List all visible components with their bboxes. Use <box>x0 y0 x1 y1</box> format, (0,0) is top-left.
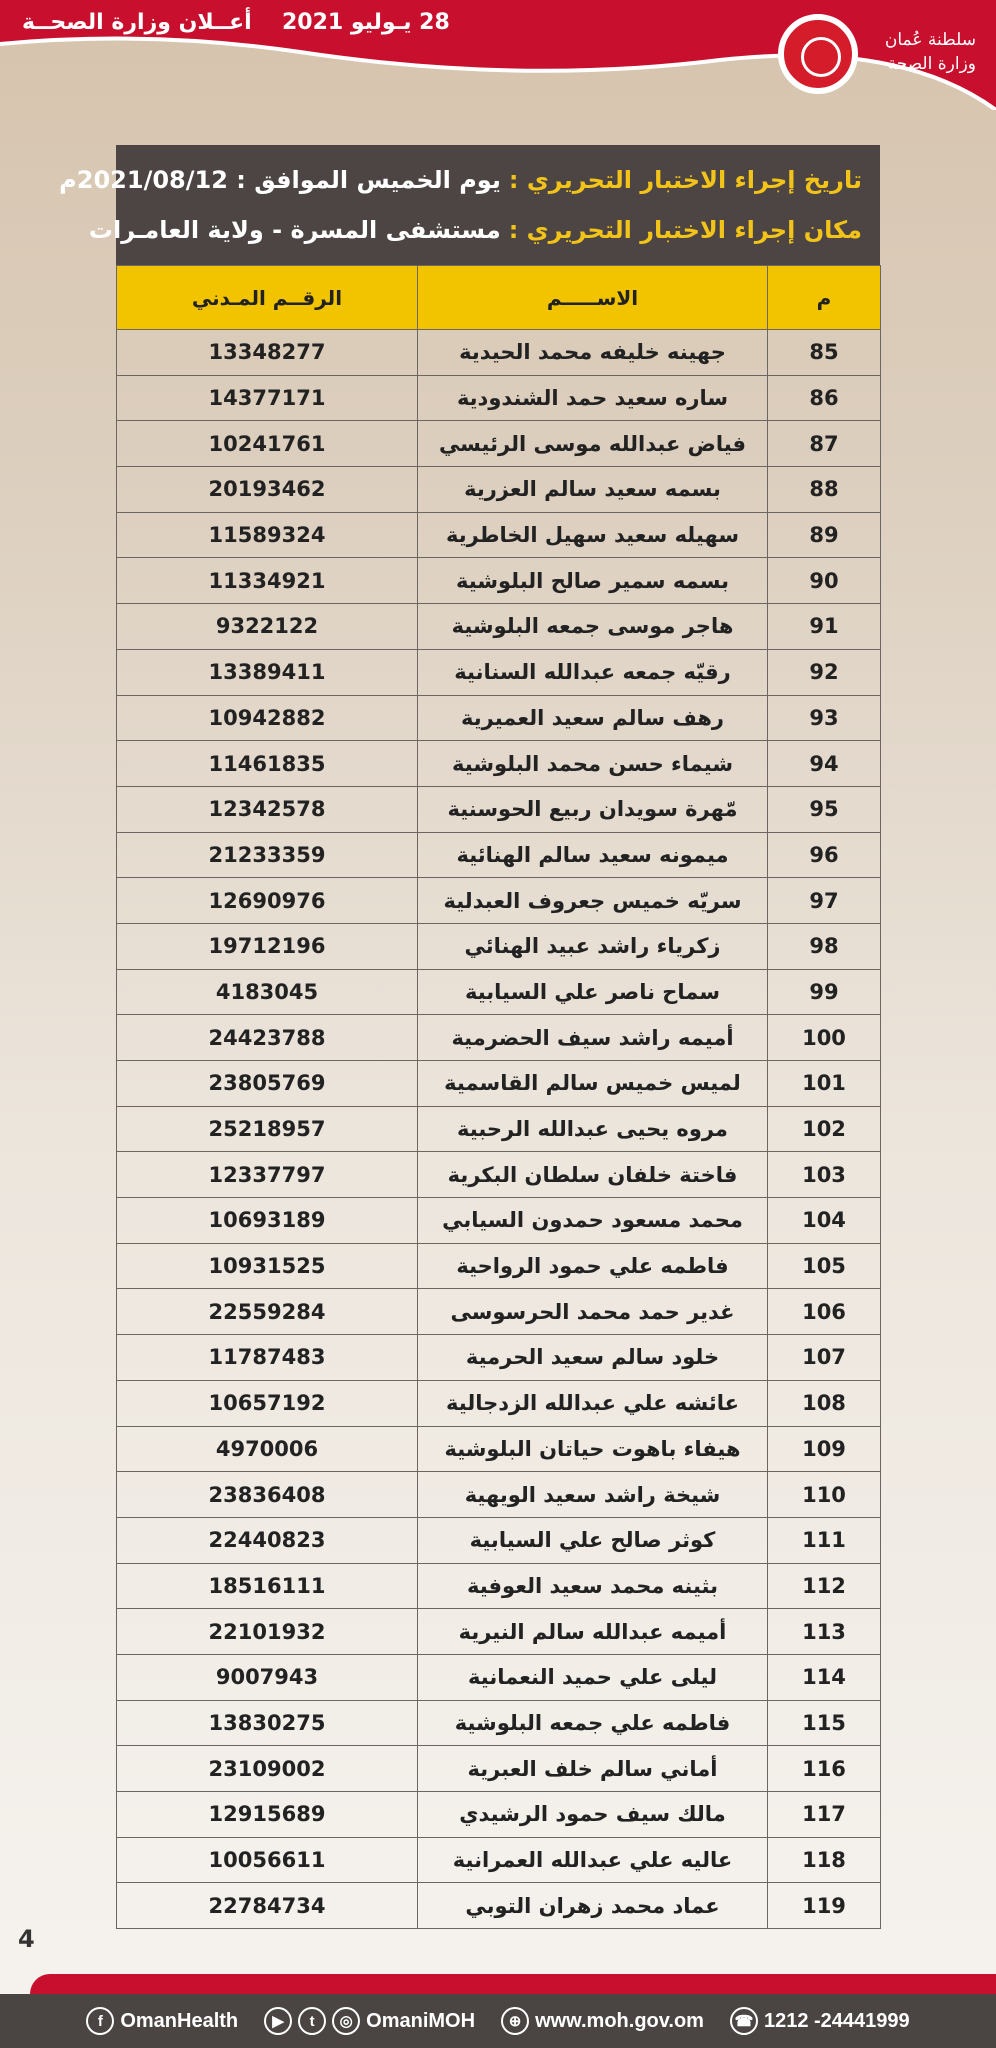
table-row <box>117 1015 881 1061</box>
footer-social[interactable] <box>264 2007 475 2035</box>
row-name: بسمه سعيد سالم العزرية <box>418 467 768 513</box>
row-name: بسمه سمير صالح البلوشية <box>418 558 768 604</box>
row-name: هاجر موسى جمعه البلوشية <box>418 604 768 650</box>
row-number: 101 <box>768 1061 881 1107</box>
emblem-icon <box>778 14 858 94</box>
table-row <box>117 1563 881 1609</box>
column-header-name: الاســـــم <box>418 266 768 330</box>
candidates-table-container <box>59 145 880 1929</box>
row-name: فاطمه علي جمعه البلوشية <box>418 1700 768 1746</box>
row-name: جهينه خليفه محمد الحيدية <box>418 330 768 376</box>
row-civil-id: 10942882 <box>117 695 418 741</box>
table-row <box>117 1243 881 1289</box>
row-civil-id: 4970006 <box>117 1426 418 1472</box>
page-header <box>0 0 996 110</box>
row-name: بثينه محمد سعيد العوفية <box>418 1563 768 1609</box>
row-number: 86 <box>768 375 881 421</box>
table-row <box>117 1746 881 1792</box>
row-number: 107 <box>768 1335 881 1381</box>
row-civil-id: 22559284 <box>117 1289 418 1335</box>
table-row <box>117 1335 881 1381</box>
social-handle: OmaniMOH <box>366 2009 476 2032</box>
row-civil-id: 20193462 <box>117 467 418 513</box>
row-name: شيماء حسن محمد البلوشية <box>418 741 768 787</box>
row-name: خلود سالم سعيد الحرمية <box>418 1335 768 1381</box>
page-number: 4 <box>18 1925 35 1953</box>
row-number: 100 <box>768 1015 881 1061</box>
table-row <box>117 786 881 832</box>
row-number: 111 <box>768 1517 881 1563</box>
table-row <box>117 1837 881 1883</box>
table-row <box>117 1472 881 1518</box>
row-name: مالك سيف حمود الرشيدي <box>418 1792 768 1838</box>
row-name: سماح ناصر علي السيابية <box>418 969 768 1015</box>
row-number: 103 <box>768 1152 881 1198</box>
row-civil-id: 13830275 <box>117 1700 418 1746</box>
row-name: عماد محمد زهران التوبي <box>418 1883 768 1929</box>
website-url: www.moh.gov.om <box>535 2009 704 2032</box>
column-header-civil-id: الرقــم المـدني <box>117 266 418 330</box>
row-name: مّهرة سويدان ربيع الحوسنية <box>418 786 768 832</box>
table-row <box>117 1883 881 1929</box>
row-name: مروه يحيى عبدالله الرحبية <box>418 1106 768 1152</box>
row-civil-id: 23805769 <box>117 1061 418 1107</box>
table-row <box>117 604 881 650</box>
page-footer <box>0 1994 996 2048</box>
facebook-icon: f <box>86 2007 114 2035</box>
table-row <box>117 832 881 878</box>
ministry-logo <box>776 14 976 94</box>
row-civil-id: 13348277 <box>117 330 418 376</box>
table-row <box>117 1654 881 1700</box>
table-body <box>117 330 881 1929</box>
ministry-announcement: أعــلان وزارة الصحــة <box>22 10 252 35</box>
table-row <box>117 1198 881 1244</box>
row-number: 117 <box>768 1792 881 1838</box>
row-civil-id: 13389411 <box>117 649 418 695</box>
table-row <box>117 1380 881 1426</box>
phone-number: 1212 -24441999 <box>763 2009 910 2032</box>
logo-ministry: وزارة الصحة <box>887 54 976 74</box>
row-name: أميمه راشد سيف الحضرمية <box>418 1015 768 1061</box>
table-row <box>117 375 881 421</box>
row-number: 110 <box>768 1472 881 1518</box>
row-civil-id: 10931525 <box>117 1243 418 1289</box>
row-name: رهف سالم سعيد العميرية <box>418 695 768 741</box>
candidates-table <box>116 265 881 1929</box>
row-civil-id: 10657192 <box>117 1380 418 1426</box>
table-row <box>117 741 881 787</box>
row-number: 102 <box>768 1106 881 1152</box>
row-number: 98 <box>768 923 881 969</box>
row-name: عائشه علي عبدالله الزدجالية <box>418 1380 768 1426</box>
row-number: 91 <box>768 604 881 650</box>
web-icon: ⊕ <box>501 2007 529 2035</box>
row-name: ميمونه سعيد سالم الهنائية <box>418 832 768 878</box>
row-civil-id: 23836408 <box>117 1472 418 1518</box>
row-civil-id: 23109002 <box>117 1746 418 1792</box>
row-number: 93 <box>768 695 881 741</box>
row-civil-id: 10693189 <box>117 1198 418 1244</box>
exam-place-line <box>88 205 862 255</box>
table-row <box>117 330 881 376</box>
row-civil-id: 22101932 <box>117 1609 418 1655</box>
instagram-icon: ◎ <box>332 2007 360 2035</box>
row-number: 87 <box>768 421 881 467</box>
footer-facebook[interactable] <box>86 2007 238 2035</box>
row-civil-id: 11334921 <box>117 558 418 604</box>
row-name: ساره سعيد حمد الشندودية <box>418 375 768 421</box>
exam-date-value: يوم الخميس الموافق : 2021/08/12م <box>59 166 501 194</box>
row-civil-id: 4183045 <box>117 969 418 1015</box>
row-name: فاطمه علي حمود الرواحية <box>418 1243 768 1289</box>
row-civil-id: 21233359 <box>117 832 418 878</box>
row-civil-id: 11461835 <box>117 741 418 787</box>
row-name: سريّه خميس جعروف العبدلية <box>418 878 768 924</box>
table-row <box>117 1061 881 1107</box>
row-number: 108 <box>768 1380 881 1426</box>
announcement-date: 28 يـوليو 2021 <box>282 10 450 35</box>
table-row <box>117 923 881 969</box>
table-row <box>117 969 881 1015</box>
facebook-handle: OmanHealth <box>120 2009 239 2032</box>
row-civil-id: 9322122 <box>117 604 418 650</box>
table-row <box>117 1289 881 1335</box>
table-row <box>117 1609 881 1655</box>
exam-date-line <box>59 155 862 205</box>
exam-info-box <box>59 145 880 265</box>
row-number: 109 <box>768 1426 881 1472</box>
row-number: 92 <box>768 649 881 695</box>
row-civil-id: 14377171 <box>117 375 418 421</box>
row-name: ليلى علي حميد النعمانية <box>418 1654 768 1700</box>
row-civil-id: 19712196 <box>117 923 418 969</box>
row-civil-id: 25218957 <box>117 1106 418 1152</box>
row-number: 119 <box>768 1883 881 1929</box>
youtube-icon: ▶ <box>264 2007 292 2035</box>
row-name: فاختة خلفان سلطان البكرية <box>418 1152 768 1198</box>
phone-icon: ☎ <box>730 2007 758 2035</box>
row-name: أماني سالم خلف العبرية <box>418 1746 768 1792</box>
table-row <box>117 695 881 741</box>
row-number: 85 <box>768 330 881 376</box>
row-name: غدير حمد محمد الحرسوسى <box>418 1289 768 1335</box>
row-number: 113 <box>768 1609 881 1655</box>
row-civil-id: 11787483 <box>117 1335 418 1381</box>
table-row <box>117 878 881 924</box>
row-name: عاليه علي عبدالله العمرانية <box>418 1837 768 1883</box>
table-row <box>117 1517 881 1563</box>
row-number: 106 <box>768 1289 881 1335</box>
row-civil-id: 9007943 <box>117 1654 418 1700</box>
table-row <box>117 512 881 558</box>
row-number: 97 <box>768 878 881 924</box>
row-name: كوثر صالح علي السيابية <box>418 1517 768 1563</box>
footer-phone[interactable] <box>730 2007 910 2035</box>
row-name: سهيله سعيد سهيل الخاطرية <box>418 512 768 558</box>
row-civil-id: 12337797 <box>117 1152 418 1198</box>
table-row <box>117 421 881 467</box>
row-number: 94 <box>768 741 881 787</box>
row-number: 114 <box>768 1654 881 1700</box>
row-number: 90 <box>768 558 881 604</box>
exam-place-label: مكان إجراء الاختبار التحريري : <box>508 216 862 244</box>
logo-country: سلطنة عُمان <box>884 30 976 50</box>
row-civil-id: 22440823 <box>117 1517 418 1563</box>
row-number: 89 <box>768 512 881 558</box>
row-civil-id: 10056611 <box>117 1837 418 1883</box>
row-number: 105 <box>768 1243 881 1289</box>
row-name: زكرياء راشد عبيد الهنائي <box>418 923 768 969</box>
row-name: لميس خميس سالم القاسمية <box>418 1061 768 1107</box>
table-row <box>117 1106 881 1152</box>
row-name: أميمه عبدالله سالم النيرية <box>418 1609 768 1655</box>
row-number: 95 <box>768 786 881 832</box>
exam-date-label: تاريخ إجراء الاختبار التحريري : <box>508 166 862 194</box>
row-number: 96 <box>768 832 881 878</box>
table-row <box>117 467 881 513</box>
column-header-number: م <box>768 266 881 330</box>
row-number: 99 <box>768 969 881 1015</box>
table-row <box>117 1792 881 1838</box>
row-name: هيفاء باهوت حياتان البلوشية <box>418 1426 768 1472</box>
table-row <box>117 1426 881 1472</box>
row-civil-id: 12342578 <box>117 786 418 832</box>
row-number: 118 <box>768 1837 881 1883</box>
row-civil-id: 10241761 <box>117 421 418 467</box>
exam-place-value: مستشفى المسرة - ولاية العامـرات <box>88 216 501 244</box>
table-row <box>117 649 881 695</box>
row-number: 112 <box>768 1563 881 1609</box>
row-name: شيخة راشد سعيد الويهية <box>418 1472 768 1518</box>
footer-red-stripe <box>30 1974 996 1994</box>
table-header-row <box>117 266 881 330</box>
row-number: 88 <box>768 467 881 513</box>
twitter-icon: t <box>298 2007 326 2035</box>
row-number: 115 <box>768 1700 881 1746</box>
table-row <box>117 1152 881 1198</box>
table-row <box>117 558 881 604</box>
row-civil-id: 11589324 <box>117 512 418 558</box>
row-name: رقيّه جمعه عبدالله السنانية <box>418 649 768 695</box>
row-civil-id: 18516111 <box>117 1563 418 1609</box>
row-name: فياض عبدالله موسى الرئيسي <box>418 421 768 467</box>
footer-website[interactable] <box>501 2007 704 2035</box>
row-civil-id: 24423788 <box>117 1015 418 1061</box>
table-row <box>117 1700 881 1746</box>
row-civil-id: 12690976 <box>117 878 418 924</box>
row-name: محمد مسعود حمدون السيابي <box>418 1198 768 1244</box>
row-number: 116 <box>768 1746 881 1792</box>
row-civil-id: 22784734 <box>117 1883 418 1929</box>
row-civil-id: 12915689 <box>117 1792 418 1838</box>
row-number: 104 <box>768 1198 881 1244</box>
